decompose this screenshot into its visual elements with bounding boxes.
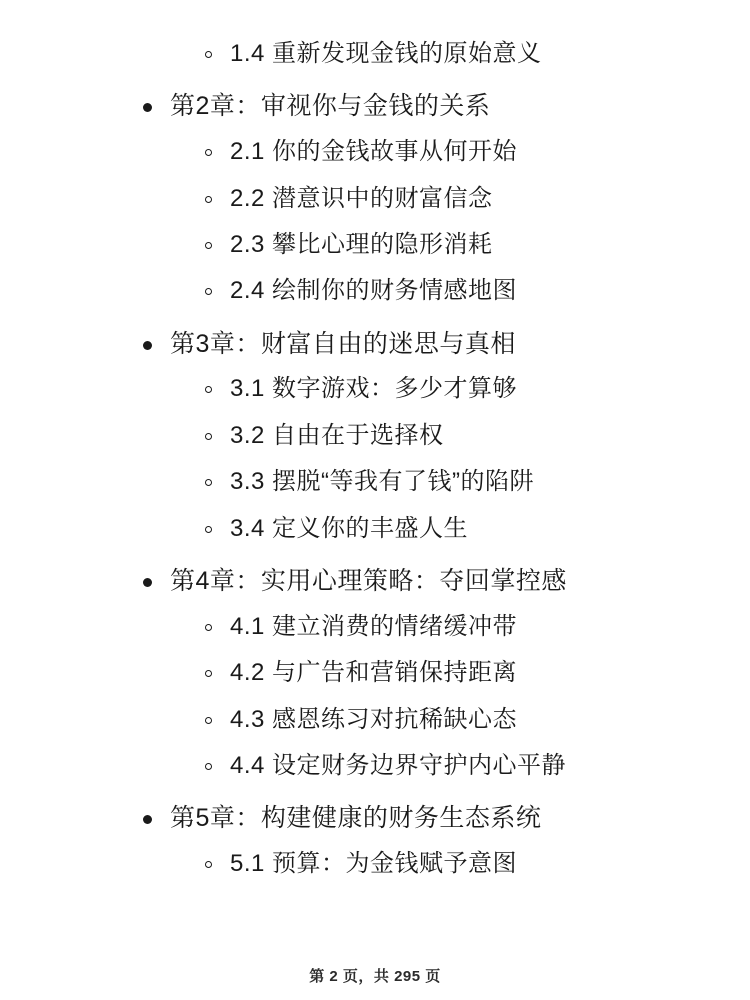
section-title: 重新发现金钱的原始意义: [272, 40, 542, 67]
chapter-group: [40, 565, 710, 782]
circle-bullet-icon: [205, 386, 212, 393]
chapter-label: 第4章：实用心理策略：夺回掌控感: [170, 567, 567, 596]
list-item[interactable]: [40, 848, 710, 880]
circle-bullet-icon: [205, 526, 212, 533]
chapter-label: 第2章：审视你与金钱的关系: [170, 92, 491, 121]
circle-bullet-icon: [205, 717, 212, 724]
circle-bullet-icon: [205, 196, 212, 203]
section-title: 建立消费的情绪缓冲带: [272, 612, 518, 640]
chapter-sections: [40, 611, 710, 783]
section-number: 2.4: [230, 277, 273, 305]
section-number: 3.3: [230, 468, 273, 496]
chapter-sections: [40, 848, 710, 880]
circle-bullet-icon: [205, 763, 212, 770]
section-number: 3.1: [230, 375, 273, 403]
section-title: 设定财务边界守护内心平静: [272, 751, 567, 779]
disc-bullet-icon: [143, 578, 152, 587]
section-title: 自由在于选择权: [272, 421, 444, 449]
section-number: 3.4: [230, 514, 273, 542]
section-number: 4.1: [230, 612, 273, 640]
section-number: 3.2: [230, 421, 273, 449]
circle-bullet-icon: [205, 242, 212, 249]
chapter-label: 第5章：构建健康的财务生态系统: [170, 804, 542, 833]
section-title: 感恩练习对抗稀缺心态: [272, 705, 518, 733]
circle-bullet-icon: [205, 433, 212, 440]
section-number: 4.2: [230, 659, 273, 687]
chapter-heading[interactable]: [40, 565, 710, 599]
chapter-group: [40, 802, 710, 880]
list-item[interactable]: [40, 38, 710, 70]
section-title: 数字游戏：多少才算够: [272, 375, 518, 403]
list-item[interactable]: [40, 750, 710, 782]
list-item[interactable]: [40, 611, 710, 643]
leading-sections: [40, 38, 710, 70]
disc-bullet-icon: [143, 103, 152, 112]
page-footer: 第 2 页，共 295 页: [309, 968, 441, 985]
section-title: 定义你的丰盛人生: [272, 514, 469, 542]
section-number: 4.3: [230, 705, 273, 733]
section-number: 2.1: [230, 138, 273, 166]
section-title: 潜意识中的财富信念: [272, 184, 493, 212]
list-item[interactable]: [40, 466, 710, 498]
section-title: 绘制你的财务情感地图: [272, 277, 518, 305]
circle-bullet-icon: [205, 288, 212, 295]
circle-bullet-icon: [205, 670, 212, 677]
list-item[interactable]: [40, 275, 710, 307]
section-number: 2.3: [230, 230, 273, 258]
section-number: 1.4: [230, 40, 273, 67]
section-title: 摆脱“等我有了钱”的陷阱: [272, 468, 535, 496]
disc-bullet-icon: [143, 341, 152, 350]
section-number: 2.2: [230, 184, 273, 212]
circle-bullet-icon: [205, 149, 212, 156]
list-item[interactable]: [40, 373, 710, 405]
chapter-group: [40, 90, 710, 307]
section-title: 你的金钱故事从何开始: [272, 138, 518, 166]
list-item[interactable]: [40, 183, 710, 215]
list-item[interactable]: [40, 704, 710, 736]
section-title: 预算：为金钱赋予意图: [272, 850, 518, 878]
chapter-sections: [40, 136, 710, 308]
list-item[interactable]: [40, 136, 710, 168]
chapter-heading[interactable]: [40, 328, 710, 362]
list-item[interactable]: [40, 513, 710, 545]
section-number: 4.4: [230, 751, 273, 779]
circle-bullet-icon: [205, 861, 212, 868]
chapter-group: [40, 328, 710, 545]
chapter-heading[interactable]: [40, 90, 710, 124]
list-item[interactable]: [40, 229, 710, 261]
circle-bullet-icon: [205, 624, 212, 631]
section-title: 与广告和营销保持距离: [272, 659, 518, 687]
list-item[interactable]: [40, 657, 710, 689]
list-item[interactable]: [40, 420, 710, 452]
chapter-sections: [40, 373, 710, 545]
table-of-contents: [40, 38, 710, 880]
section-number: 5.1: [230, 850, 273, 878]
circle-bullet-icon: [205, 479, 212, 486]
disc-bullet-icon: [143, 815, 152, 824]
chapter-heading[interactable]: [40, 802, 710, 836]
circle-bullet-icon: [205, 51, 212, 58]
section-title: 攀比心理的隐形消耗: [272, 230, 493, 258]
chapter-label: 第3章：财富自由的迷思与真相: [170, 329, 516, 358]
